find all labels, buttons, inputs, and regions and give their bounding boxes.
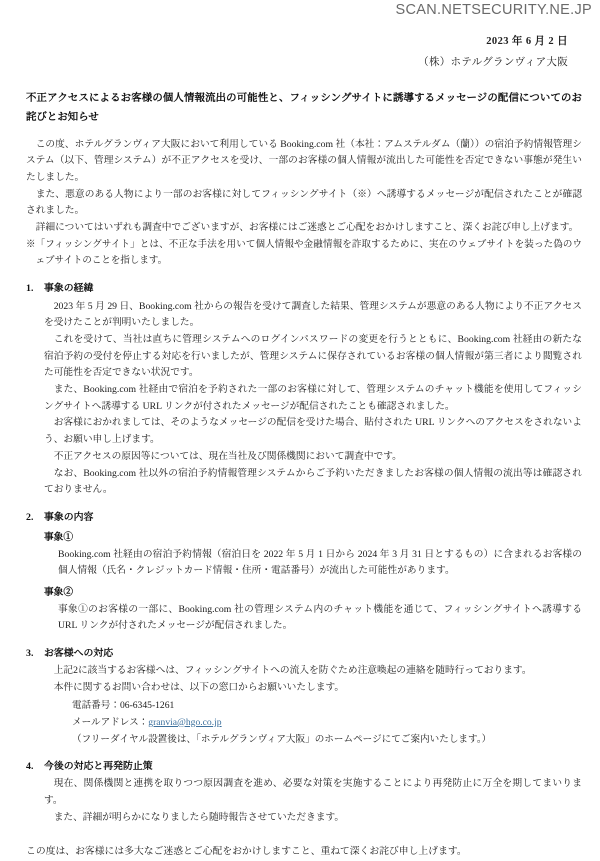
- section-title: 今後の対応と再発防止策: [44, 760, 153, 772]
- intro-paragraph-1: この度、ホテルグランヴィア大阪において利用している Booking.com 社（本社：アムステルダム（蘭））の宿泊予約情報管理システム（以下、管理システム）が不正アクセスを受け、一部のお客様の個人情報が流出した可能性を否定できない事態が発生いたしました。: [26, 138, 582, 183]
- section-number: 3.: [26, 647, 34, 659]
- contact-email-row: [72, 714, 582, 731]
- section-title: 事象の経緯: [44, 283, 94, 295]
- section-number: 1.: [26, 283, 34, 295]
- section-incident-details: [26, 510, 582, 635]
- section-paragraph: 不正アクセスの原因等については、現在当社及び関係機関において調査中です。: [53, 450, 402, 462]
- contact-email-label: メールアドレス：: [72, 716, 149, 728]
- subsection-body-incident-1: [44, 547, 582, 580]
- section-heading: [26, 281, 582, 296]
- section-paragraph: 現在、関係機関と連携を取りつつ原因調査を進め、必要な対策を実施することにより再発防止に万全を期してまいります。: [44, 778, 582, 806]
- section-body: [26, 663, 582, 748]
- section-incident-background: [26, 281, 582, 499]
- intro-paragraph-3: 詳細についてはいずれも調査中でございますが、お客様にはご迷惑とご心配をおかけしますこと、深くお詫び申し上げます。: [35, 221, 579, 233]
- section-body: [26, 299, 582, 499]
- subsection-label-incident-1: 事象①: [44, 532, 74, 544]
- section-heading: [26, 646, 582, 661]
- section-customer-response: [26, 646, 582, 748]
- contact-phone-row: [72, 697, 582, 714]
- numbered-sections: [26, 281, 582, 826]
- section-heading: [26, 759, 582, 774]
- section-number: 4.: [26, 760, 34, 772]
- contact-email-link[interactable]: granvia@hgo.co.jp: [148, 716, 222, 728]
- document-issuer: （株）ホテルグランヴィア大阪: [418, 57, 568, 68]
- subsection-paragraph: 事象①のお客様の一部に、Booking.com 社の管理システム内のチャット機能を通じて、フィッシングサイトへ誘導する URL リンクが付されたメッセージが配信されました。: [58, 603, 582, 632]
- section-future-measures: [26, 759, 582, 826]
- section-paragraph: これを受けて、当社は直ちに管理システムへのログインパスワードの変更を行うとともに、Booking.com 社経由の新たな宿泊予約の受付を停止する対応を行いましたが、管理システムに保存されているお客様の個人情報が第三者により閲覧された可能性を否定できない状況です。: [44, 334, 582, 379]
- section-body: [26, 530, 582, 635]
- contact-block: [44, 697, 582, 748]
- source-watermark: SCAN.NETSECURITY.NE.JP: [395, 2, 592, 18]
- section-paragraph: また、詳細が明らかになりましたら随時報告させていただきます。: [53, 811, 345, 823]
- subsection-paragraph: Booking.com 社経由の宿泊予約情報（宿泊日を 2022 年 5 月 1 日から 2024 年 3 月 31 日とするもの）に含まれるお客様の個人情報（氏名・クレジットカード情報・住所・電話番号）が流出した可能性があります。: [58, 548, 582, 577]
- phishing-footnote: ※「フィッシングサイト」とは、不正な手法を用いて個人情報や金融情報を詐取するために、実在のウェブサイトを装った偽のウェブサイトのことを指します。: [26, 239, 582, 266]
- section-title: 事象の内容: [44, 511, 94, 523]
- section-title: お客様への対応: [44, 647, 114, 659]
- section-paragraph: お客様におかれましては、そのようなメッセージの配信を受けた場合、貼付された URL リンクへのアクセスをされないよう、お願い申し上げます。: [44, 417, 582, 446]
- section-paragraph: また、Booking.com 社経由で宿泊を予約された一部のお客様に対して、管理システムのチャット機能を使用してフィッシングサイトへ誘導する URL リンクが付されたメッセージが配信されたことも確認されました。: [44, 384, 582, 412]
- section-number: 2.: [26, 511, 34, 523]
- section-paragraph: 本件に関するお問い合わせは、以下の窓口からお願いいたします。: [53, 681, 345, 693]
- contact-phone-label: 電話番号：: [72, 699, 120, 711]
- intro-block: [26, 137, 582, 270]
- subsection-label-incident-2: 事象②: [44, 587, 74, 599]
- intro-paragraph-2: また、悪意のある人物により一部のお客様に対してフィッシングサイト（※）へ誘導するメッセージが配信されたことが確認されました。: [26, 188, 582, 217]
- subsection-body-incident-2: [44, 602, 582, 635]
- closing-apology: この度は、お客様には多大なご迷惑とご心配をおかけしますこと、重ねて深くお詫び申し上げます。: [26, 846, 467, 858]
- contact-note: （フリーダイヤル設置後は、「ホテルグランヴィア大阪」のホームページにてご案内いたします。）: [72, 733, 492, 745]
- section-paragraph: なお、Booking.com 社以外の宿泊予約情報管理システムからご予約いただきましたお客様の個人情報の流出等は確認されておりません。: [44, 467, 582, 496]
- document-title: 不正アクセスによるお客様の個人情報流出の可能性と、フィッシングサイトに誘導するメッセージの配信についてのお詫びとお知らせ: [26, 93, 582, 124]
- contact-phone-value: 06-6345-1261: [119, 699, 175, 711]
- section-body: [26, 776, 582, 826]
- section-paragraph: 2023 年 5 月 29 日、Booking.com 社からの報告を受けて調査した結果、管理システムが悪意のある人物により不正アクセスを受けたことが判明いたしました。: [44, 300, 582, 329]
- document-date: 2023 年 6 月 2 日: [486, 36, 568, 47]
- section-paragraph: 上記2に該当するお客様へは、フィッシングサイトへの流入を防ぐため注意喚起の連絡を随時行っております。: [53, 665, 532, 677]
- section-heading: [26, 510, 582, 525]
